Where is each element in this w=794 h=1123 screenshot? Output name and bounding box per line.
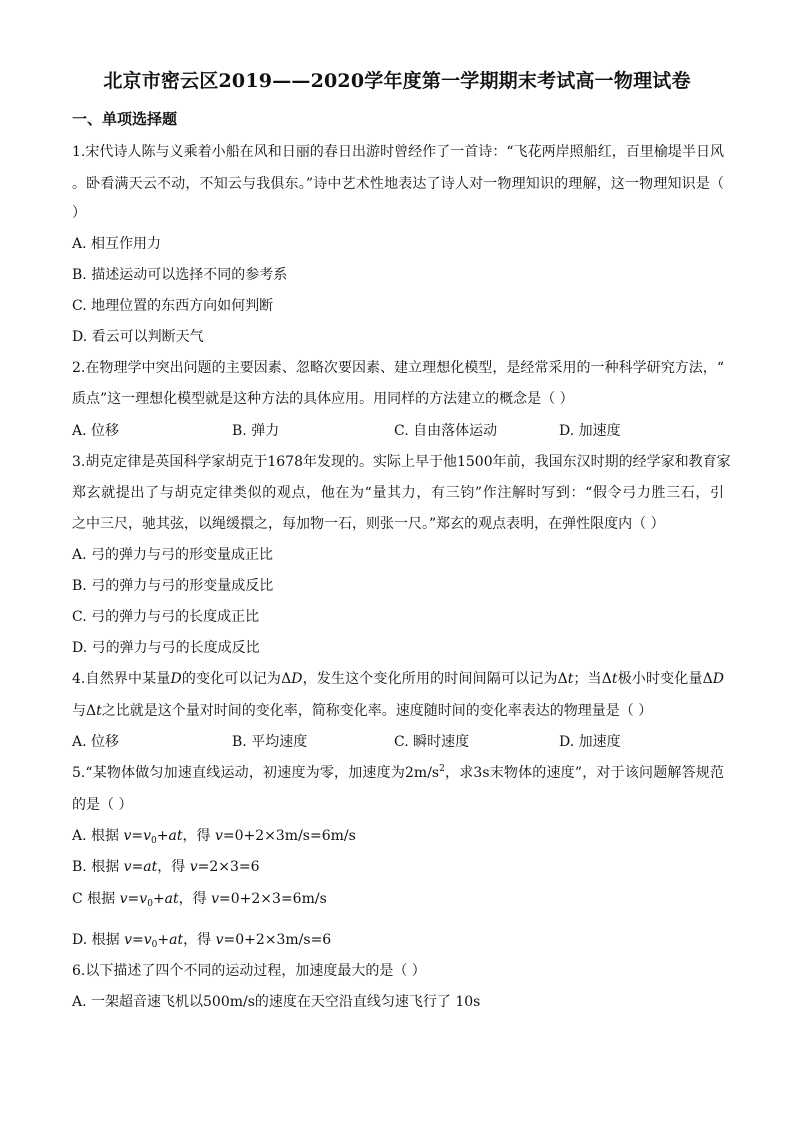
q1-stem-line-1: 1.宋代诗人陈与义乘着小船在风和日丽的春日出游时曾经作了一首诗：“飞花两岸照船红，百里榆堤半日风 bbox=[72, 144, 724, 160]
q3-stem-line-3: 之中三尺，驰其弦，以绳缓擐之，每加物一石，则张一尺。”郑玄的观点表明，在弹性限度内（ ） bbox=[72, 516, 665, 532]
q5-stem-line-2: 的是（ ） bbox=[72, 797, 133, 813]
q1-option-c: C. 地理位置的东西方向如何判断 bbox=[72, 298, 274, 314]
q3-option-a: A. 弓的弹力与弓的形变量成正比 bbox=[72, 547, 274, 563]
q2-stem-line-1: 2.在物理学中突出问题的主要因素、忽略次要因素、建立理想化模型，是经常采用的一种科学研究方法，“ bbox=[72, 360, 724, 376]
q2-option-a: A. 位移 bbox=[72, 423, 120, 439]
q6-option-a: A. 一架超音速飞机以500m/s的速度在天空沿直线匀速飞行了 10s bbox=[72, 994, 481, 1010]
q2-option-d: D. 加速度 bbox=[559, 423, 621, 439]
q6-stem-line-1: 6.以下描述了四个不同的运动过程，加速度最大的是（ ） bbox=[72, 963, 426, 979]
q3-option-b: B. 弓的弹力与弓的形变量成反比 bbox=[72, 578, 274, 594]
q2-option-c: C. 自由落体运动 bbox=[394, 423, 498, 439]
q4-option-d: D. 加速度 bbox=[559, 734, 621, 750]
q4-stem-line-2: 与Δt之比就是这个量对时间的变化率，简称变化率。速度随时间的变化率表达的物理量是（ ） bbox=[72, 703, 653, 719]
q2-stem-line-2: 质点”这一理想化模型就是这种方法的具体应用。用同样的方法建立的概念是（ ） bbox=[72, 391, 574, 407]
q1-stem-line-2: 。卧看满天云不动，不知云与我俱东。”诗中艺术性地表达了诗人对一物理知识的理解，这一物理知识是（ bbox=[72, 176, 724, 192]
q5-stem-line-1: 5.“某物体做匀加速直线运动，初速度为零，加速度为$2m/s^2$，求3s末物体的速度”，对于该问题解答规范 bbox=[72, 764, 724, 781]
q2-option-b: B. 弹力 bbox=[232, 423, 280, 439]
q5-option-c: C 根据 $v=v_0+at$，得 v=0+2×3=6m/s bbox=[72, 891, 327, 909]
q1-option-a: A. 相互作用力 bbox=[72, 236, 162, 252]
q5-option-d: D. 根据 $v=v_0+at$，得 v=0+2×3m/s=6 bbox=[72, 932, 332, 950]
q1-option-b: B. 描述运动可以选择不同的参考系 bbox=[72, 267, 288, 283]
q5-option-a: A. 根据 $v=v_0+at$，得 v=0+2×3m/s=6m/s bbox=[72, 828, 356, 846]
q4-option-c: C. 瞬时速度 bbox=[394, 734, 470, 750]
q4-stem-line-1: 4.自然界中某量D的变化可以记为ΔD，发生这个变化所用的时间间隔可以记为Δt；当Δt极小时变化量ΔD bbox=[72, 671, 724, 687]
q5-option-b: B. 根据 v=at，得 v=2×3=6 bbox=[72, 859, 260, 875]
q4-option-a: A. 位移 bbox=[72, 734, 120, 750]
q3-option-c: C. 弓的弹力与弓的长度成正比 bbox=[72, 609, 260, 625]
q3-option-d: D. 弓的弹力与弓的长度成反比 bbox=[72, 640, 260, 656]
q4-option-b: B. 平均速度 bbox=[232, 734, 308, 750]
q3-stem-line-2: 郑玄就提出了与胡克定律类似的观点，他在为“量其力，有三钧”作注解时写到：“假令弓力胜三石，引 bbox=[72, 485, 724, 501]
q1-stem-line-3: ） bbox=[72, 205, 86, 221]
q1-option-d: D. 看云可以判断天气 bbox=[72, 329, 204, 345]
page-title: 北京市密云区2019——2020学年度第一学期期末考试高一物理试卷 bbox=[103, 70, 691, 92]
q3-stem-line-1: 3.胡克定律是英国科学家胡克于1678年发现的。实际上早于他1500年前，我国东汉时期的经学家和教育家 bbox=[72, 454, 731, 470]
section-heading: 一、单项选择题 bbox=[72, 110, 178, 128]
